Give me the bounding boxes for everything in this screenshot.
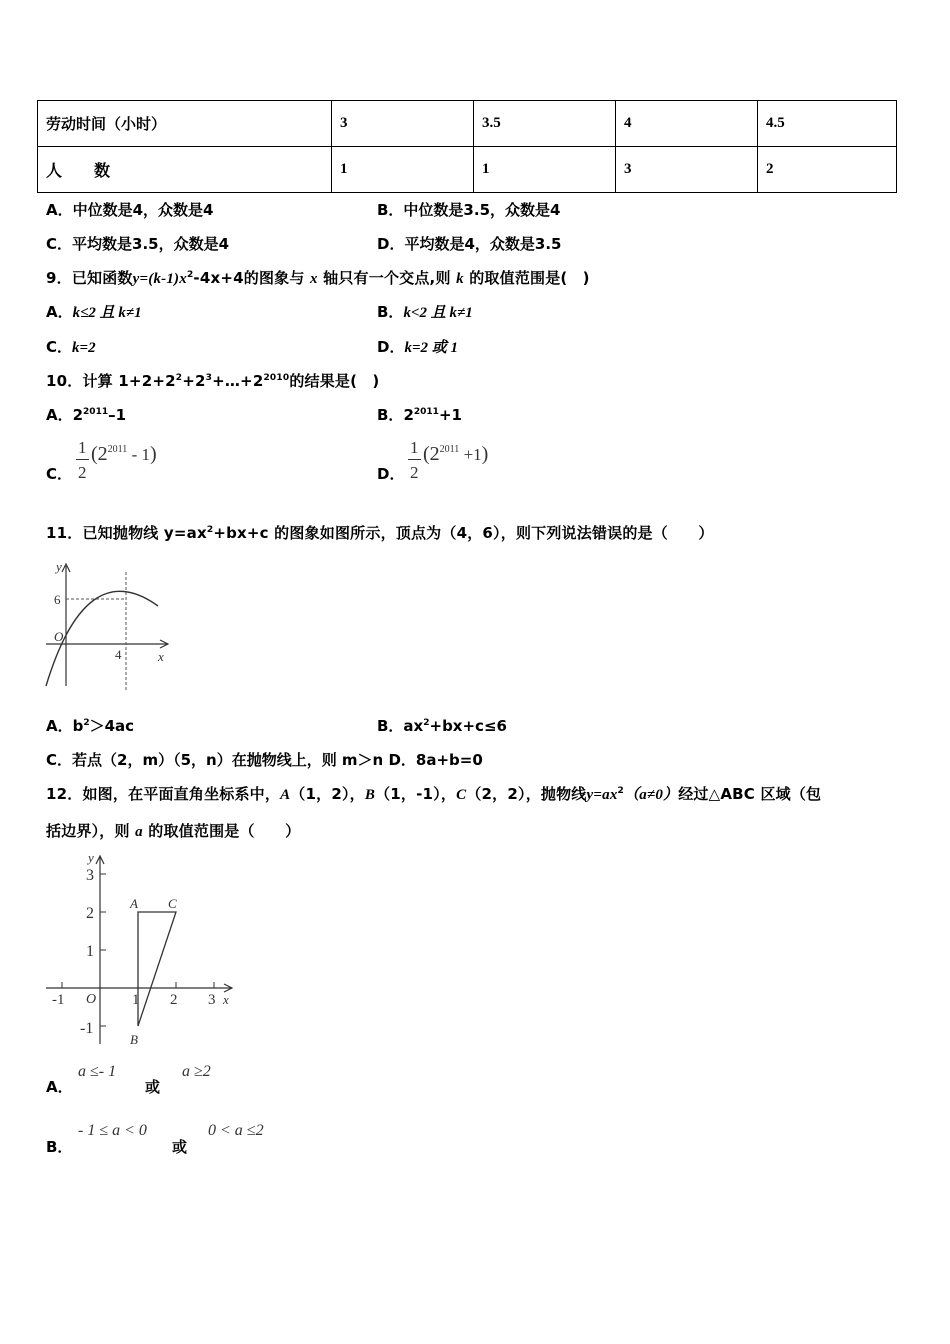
triangle-abc — [138, 912, 176, 1026]
exponent: 2011 — [83, 407, 109, 417]
q11-option-b — [377, 715, 507, 736]
q10-d-fraction-denominator: 2 — [410, 463, 419, 482]
option-text: +bx+c≤6 — [429, 717, 507, 735]
expr-base: 2 — [429, 443, 440, 465]
parabola-expression: y=ax — [586, 787, 618, 803]
q8-option-a: A．中位数是4，众数是4 — [46, 201, 214, 219]
option-label: D． — [377, 338, 405, 356]
q9-stem-text: 的取值范围是( ) — [469, 269, 590, 287]
option-text: +1 — [438, 406, 462, 424]
x-tick-label: 4 — [115, 647, 122, 662]
y-axis-label: y — [56, 559, 62, 574]
option-text: k≤2 且 k≠1 — [72, 305, 142, 321]
q9-stem — [46, 267, 590, 288]
y-tick-label: 1 — [86, 943, 94, 960]
q12-option-b-or: 或 — [172, 1138, 188, 1156]
point-coord: （1，2）， — [290, 785, 365, 803]
table-cell: 3.5 — [474, 101, 616, 147]
exponent: 2011 — [439, 444, 460, 455]
q9-function-rest: -4x+4 — [193, 269, 244, 287]
q10-stem-text: 10．计算 1+2+2 — [46, 372, 176, 390]
table-cell: 3 — [616, 147, 758, 193]
q10-option-b — [377, 404, 462, 425]
point-coord: （2，2）， — [466, 785, 541, 803]
q9-function: y=(k-1)x — [132, 271, 187, 287]
q11-stem-text: 11．已知抛物线 y=ax — [46, 524, 207, 542]
table-row — [38, 101, 897, 147]
table-row — [38, 147, 897, 193]
y-tick-label: 6 — [54, 592, 61, 607]
q9-option-c — [46, 336, 96, 357]
fraction-bar — [408, 459, 421, 460]
q10-d-expression: $(2^{2011} +1)$ — [423, 443, 489, 465]
q10-stem-text: +…+2 — [212, 372, 264, 390]
option-text: k=2 — [72, 340, 96, 356]
option-text: ＞4ac — [89, 717, 135, 735]
q12-option-b-math2: 0 < a ≤2 — [208, 1122, 264, 1139]
x-axis-label: x — [158, 649, 164, 664]
q12-stem-text: 的取值范围是（ ） — [148, 822, 301, 840]
q10-option-d-label: D． — [377, 465, 405, 483]
exponent: 2 — [206, 525, 214, 535]
q9-stem-text: 的图象与 — [243, 269, 305, 287]
q11-stem — [46, 522, 714, 543]
fraction-bar — [76, 459, 89, 460]
exponent: 2 — [617, 786, 624, 796]
q12-option-b-math1: - 1 ≤ a < 0 — [78, 1122, 147, 1139]
q11-stem-text: +bx+c 的图象如图所示，顶点为（4，6），则下列说法错误的是（ ） — [213, 524, 714, 542]
table-cell: 3 — [332, 101, 474, 147]
point-label: A — [280, 787, 291, 803]
y-axis-label: y — [88, 850, 94, 865]
q10-c-expression: $(2^{2011} - 1)$ — [91, 443, 157, 465]
option-label: A． — [46, 406, 73, 424]
q12-triangle-graph — [42, 848, 238, 1050]
option-text: B．ax — [377, 717, 424, 735]
q10-stem — [46, 370, 379, 391]
q12-option-b-label: B． — [46, 1138, 73, 1156]
option-text: 2 — [403, 406, 414, 424]
table-cell: 1 — [332, 147, 474, 193]
q9-option-d — [377, 336, 458, 357]
x-axis-label: x — [223, 992, 229, 1007]
y-tick-label: -1 — [80, 1020, 94, 1037]
q10-stem-text: 的结果是( ) — [289, 372, 380, 390]
origin-label: O — [86, 992, 97, 1007]
q11-option-a — [46, 715, 134, 736]
expr-base: 2 — [97, 443, 108, 465]
table-cell: 4.5 — [758, 101, 897, 147]
q10-option-c-label: C． — [46, 465, 73, 483]
labor-hours-table — [37, 100, 897, 193]
q8-option-d: D．平均数是4，众数是3.5 — [377, 235, 562, 253]
x-tick-label: 2 — [170, 992, 178, 1008]
exponent: 2011 — [107, 444, 128, 455]
y-tick-label: 3 — [86, 867, 94, 884]
expr-tail: - 1 — [127, 445, 150, 464]
q12-option-a-math1: a ≤- 1 — [78, 1063, 117, 1080]
table-cell: 2 — [758, 147, 897, 193]
x-tick-label: 3 — [208, 992, 216, 1008]
y-tick-label: 2 — [86, 905, 94, 922]
q10-stem-text: +2 — [182, 372, 206, 390]
origin-label: O — [54, 629, 64, 644]
q9-option-a — [46, 301, 142, 322]
q10-option-a — [46, 404, 126, 425]
x-tick-label: 1 — [132, 992, 140, 1008]
q12-option-a-math2: a ≥2 — [182, 1063, 211, 1080]
option-text: 2 — [72, 406, 84, 424]
option-label: A． — [46, 303, 73, 321]
q12-stem-line2 — [46, 820, 300, 841]
option-text: k<2 且 k≠1 — [403, 305, 473, 321]
exponent: 2 — [423, 718, 430, 728]
exponent: 2 — [175, 373, 183, 383]
option-text: –1 — [108, 406, 127, 424]
option-text: k=2 或 1 — [404, 340, 459, 356]
option-label: C． — [46, 338, 73, 356]
q12-option-a-label: A． — [46, 1078, 73, 1096]
exponent: 2 — [83, 718, 90, 728]
q12-stem-line1 — [46, 783, 821, 804]
q12-stem-text: 括边界），则 — [46, 822, 130, 840]
q12-var: a — [135, 824, 143, 840]
point-a-label: A — [130, 896, 138, 911]
q9-var: k — [456, 271, 464, 287]
q8-option-c: C．平均数是3.5，众数是4 — [46, 235, 230, 253]
point-c-label: C — [168, 896, 177, 911]
table-cell: 劳动时间（小时） — [38, 101, 332, 147]
q9-exponent: 2 — [186, 270, 194, 280]
option-label: B． — [377, 406, 404, 424]
q9-axis: x — [310, 271, 318, 287]
q12-stem-text: 抛物线 — [540, 785, 587, 803]
exponent: 3 — [205, 373, 213, 383]
point-coord: （1，-1）， — [375, 785, 457, 803]
table-cell: 4 — [616, 101, 758, 147]
exponent: 2011 — [413, 407, 439, 417]
option-label: B． — [377, 303, 404, 321]
x-tick-label: -1 — [52, 992, 65, 1008]
q12-stem-text: 12．如图，在平面直角坐标系中， — [46, 785, 281, 803]
table-cell: 1 — [474, 147, 616, 193]
point-label: C — [456, 787, 467, 803]
point-label: B — [364, 787, 376, 803]
expr-tail: +1 — [459, 445, 482, 464]
q9-option-b — [377, 301, 473, 322]
q9-stem-text: 9．已知函数 — [46, 269, 133, 287]
q12-option-a-or: 或 — [145, 1078, 161, 1096]
q10-c-fraction-numerator: 1 — [78, 438, 87, 457]
q11-parabola-graph — [42, 558, 174, 694]
q10-d-fraction-numerator: 1 — [410, 438, 419, 457]
q10-c-fraction-denominator: 2 — [78, 463, 87, 482]
point-b-label: B — [130, 1032, 138, 1047]
exponent: 2010 — [263, 373, 290, 383]
q8-option-b: B．中位数是3.5，众数是4 — [377, 201, 561, 219]
table-cell: 人 数 — [38, 147, 332, 193]
q11-option-c-d: C．若点（2，m）（5，n）在抛物线上，则 m＞n D．8a+b=0 — [46, 751, 483, 769]
q12-stem-text: 经过△ABC 区域（包 — [678, 785, 822, 803]
parabola-condition: （a≠0） — [624, 787, 679, 803]
option-text: A．b — [46, 717, 84, 735]
q9-stem-text: 轴只有一个交点,则 — [323, 269, 451, 287]
